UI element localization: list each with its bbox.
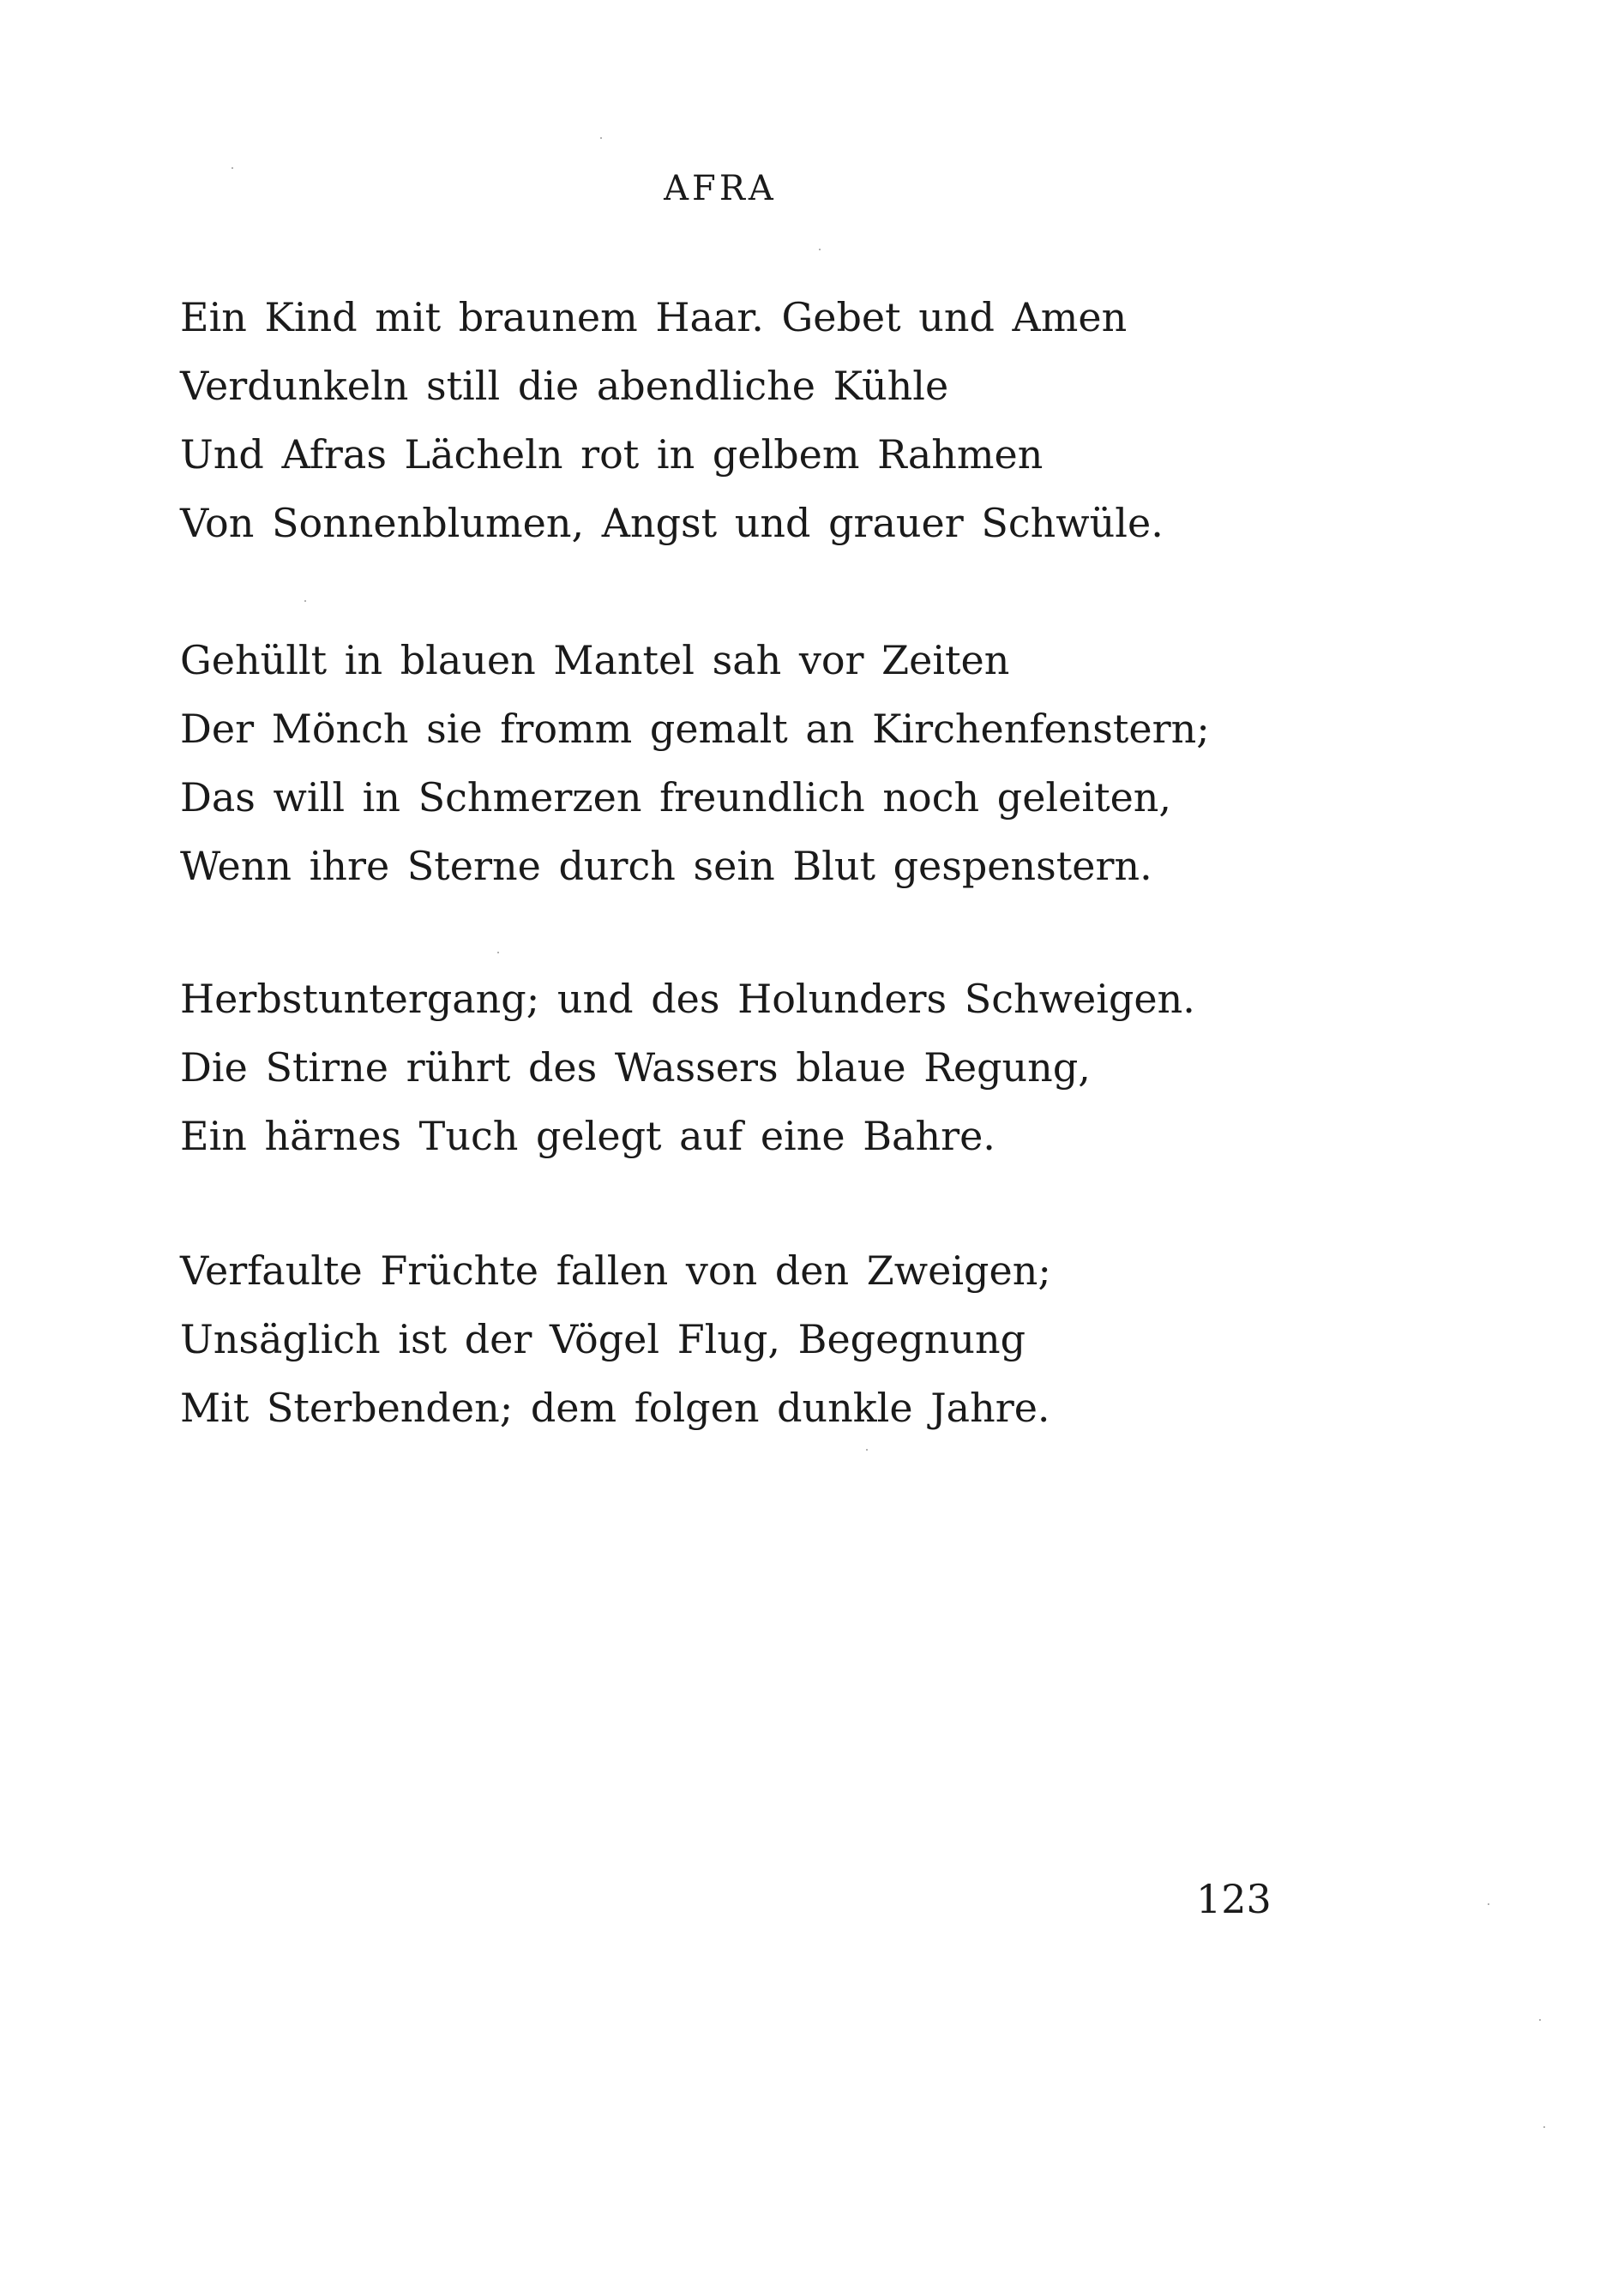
stanza-3 bbox=[180, 965, 1466, 1170]
stanza-1 bbox=[180, 283, 1466, 557]
poem-title: AFRA bbox=[664, 169, 777, 208]
poem-line: Unsäglich ist der Vögel Flug, Begegnung bbox=[180, 1316, 1026, 1362]
poem-line: Von Sonnenblumen, Angst und grauer Schwüle. bbox=[180, 500, 1164, 546]
poem-line: Mit Sterbenden; dem folgen dunkle Jahre. bbox=[180, 1385, 1050, 1431]
scan-speck bbox=[1539, 2019, 1541, 2021]
poem-line: Ein Kind mit braunem Haar. Gebet und Amen bbox=[180, 294, 1128, 340]
poem-line: Das will in Schmerzen freundlich noch geleiten, bbox=[180, 774, 1172, 820]
poem-line: Der Mönch sie fromm gemalt an Kirchenfenstern; bbox=[180, 706, 1210, 752]
stanza-2 bbox=[180, 626, 1466, 900]
poem-line: Gehüllt in blauen Mantel sah vor Zeiten bbox=[180, 637, 1010, 683]
page-number: 123 bbox=[1196, 1876, 1272, 1922]
scan-speck bbox=[600, 137, 602, 139]
scan-speck bbox=[232, 167, 233, 169]
scan-speck bbox=[866, 1449, 868, 1451]
poem-line: Die Stirne rührt des Wassers blaue Regung, bbox=[180, 1044, 1091, 1091]
scan-speck bbox=[1543, 2126, 1545, 2128]
poem-line: Herbstuntergang; und des Holunders Schweigen. bbox=[180, 976, 1195, 1022]
poem-line: Und Afras Lächeln rot in gelbem Rahmen bbox=[180, 431, 1044, 478]
poem-line: Verfaulte Früchte fallen von den Zweigen; bbox=[180, 1247, 1051, 1294]
scan-speck bbox=[304, 600, 306, 602]
scan-speck bbox=[819, 249, 821, 250]
scan-speck bbox=[1488, 1903, 1489, 1905]
poem-line: Ein härnes Tuch gelegt auf eine Bahre. bbox=[180, 1113, 995, 1159]
scan-speck bbox=[497, 952, 499, 953]
poem-line: Wenn ihre Sterne durch sein Blut gespenstern. bbox=[180, 843, 1152, 889]
poem-line: Verdunkeln still die abendliche Kühle bbox=[180, 363, 949, 409]
stanza-4 bbox=[180, 1236, 1466, 1442]
